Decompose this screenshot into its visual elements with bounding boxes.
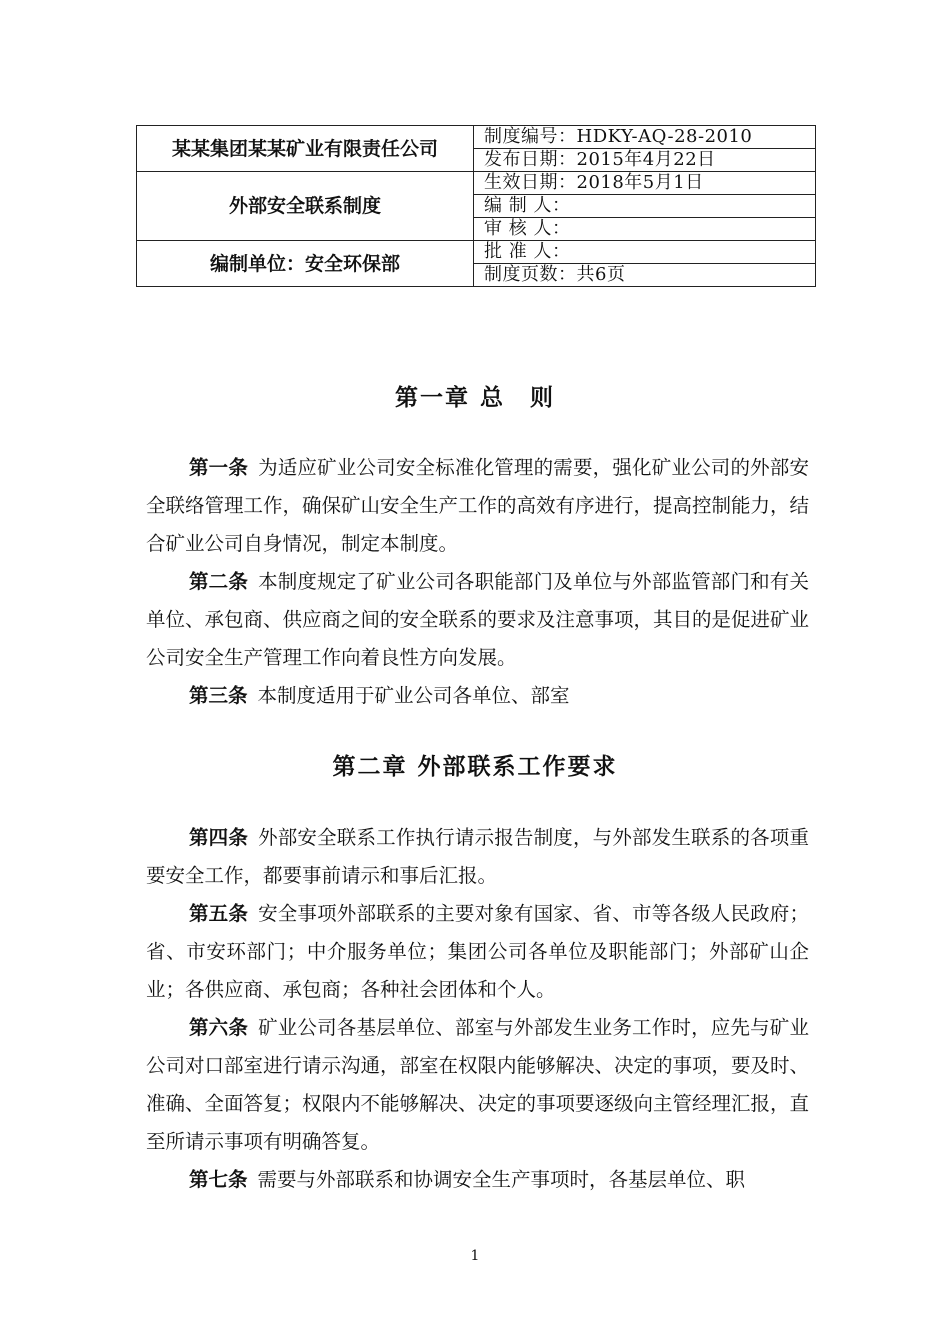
article-label: 第三条 <box>189 684 248 707</box>
article-label: 第四条 <box>189 826 249 849</box>
article-5 <box>146 895 809 1009</box>
approver-field: 批 准 人： <box>474 241 816 264</box>
page-number: 1 <box>470 1248 480 1264</box>
doc-number-field: 制度编号：HDKY-AQ-28-2010 <box>474 126 816 149</box>
publish-date-field: 发布日期：2015年4月22日 <box>474 149 816 172</box>
article-4 <box>146 819 809 895</box>
company-name: 某某集团某某矿业有限责任公司 <box>137 126 474 172</box>
article-text: 本制度适用于矿业公司各单位、部室 <box>257 684 570 707</box>
article-text: 为适应矿业公司安全标准化管理的需要，强化矿业公司的外部安全联络管理工作，确保矿山安全生产工作的高效有序进行，提高控制能力，结合矿业公司自身情况，制定本制度。 <box>146 456 810 555</box>
article-label: 第二条 <box>189 570 249 593</box>
chapter-1-articles <box>146 449 809 715</box>
article-text: 矿业公司各基层单位、部室与外部发生业务工作时，应先与矿业公司对口部室进行请示沟通，部室在权限内能够解决、决定的事项，要及时、准确、全面答复；权限内不能够解决、决定的事项要逐级向主管经理汇报，直至所请示事项有明确答复。 <box>146 1016 810 1153</box>
article-label: 第七条 <box>189 1168 248 1191</box>
article-label: 第五条 <box>189 902 249 925</box>
effective-date-field: 生效日期：2018年5月1日 <box>474 172 816 195</box>
article-text: 外部安全联系工作执行请示报告制度，与外部发生联系的各项重要安全工作，都要事前请示和事后汇报。 <box>146 826 809 887</box>
article-text: 本制度规定了矿业公司各职能部门及单位与外部监管部门和有关单位、承包商、供应商之间的安全联系的要求及注意事项，其目的是促进矿业公司安全生产管理工作向着良性方向发展。 <box>146 570 810 669</box>
article-6 <box>146 1009 809 1161</box>
reviewer-field: 审 核 人： <box>474 218 816 241</box>
article-7 <box>146 1161 809 1199</box>
article-label: 第六条 <box>189 1016 249 1039</box>
article-2 <box>146 563 809 677</box>
article-text: 安全事项外部联系的主要对象有国家、省、市等各级人民政府；省、市安环部门；中介服务单位；集团公司各单位及职能部门；外部矿山企业；各供应商、承包商；各种社会团体和个人。 <box>146 902 809 1001</box>
page-count-field: 制度页数：共6页 <box>474 264 816 287</box>
article-1 <box>146 449 809 563</box>
chapter-1-title: 第一章 总 则 <box>394 385 555 411</box>
author-field: 编 制 人： <box>474 195 816 218</box>
department-label: 编制单位：安全环保部 <box>137 241 474 287</box>
article-text: 需要与外部联系和协调安全生产事项时，各基层单位、职 <box>257 1168 746 1191</box>
chapter-2-title: 第二章 外部联系工作要求 <box>332 754 618 780</box>
document-header-table <box>136 125 816 287</box>
article-3 <box>146 677 809 715</box>
article-label: 第一条 <box>189 456 249 479</box>
chapter-2-articles <box>146 819 809 1199</box>
document-title: 外部安全联系制度 <box>137 172 474 241</box>
